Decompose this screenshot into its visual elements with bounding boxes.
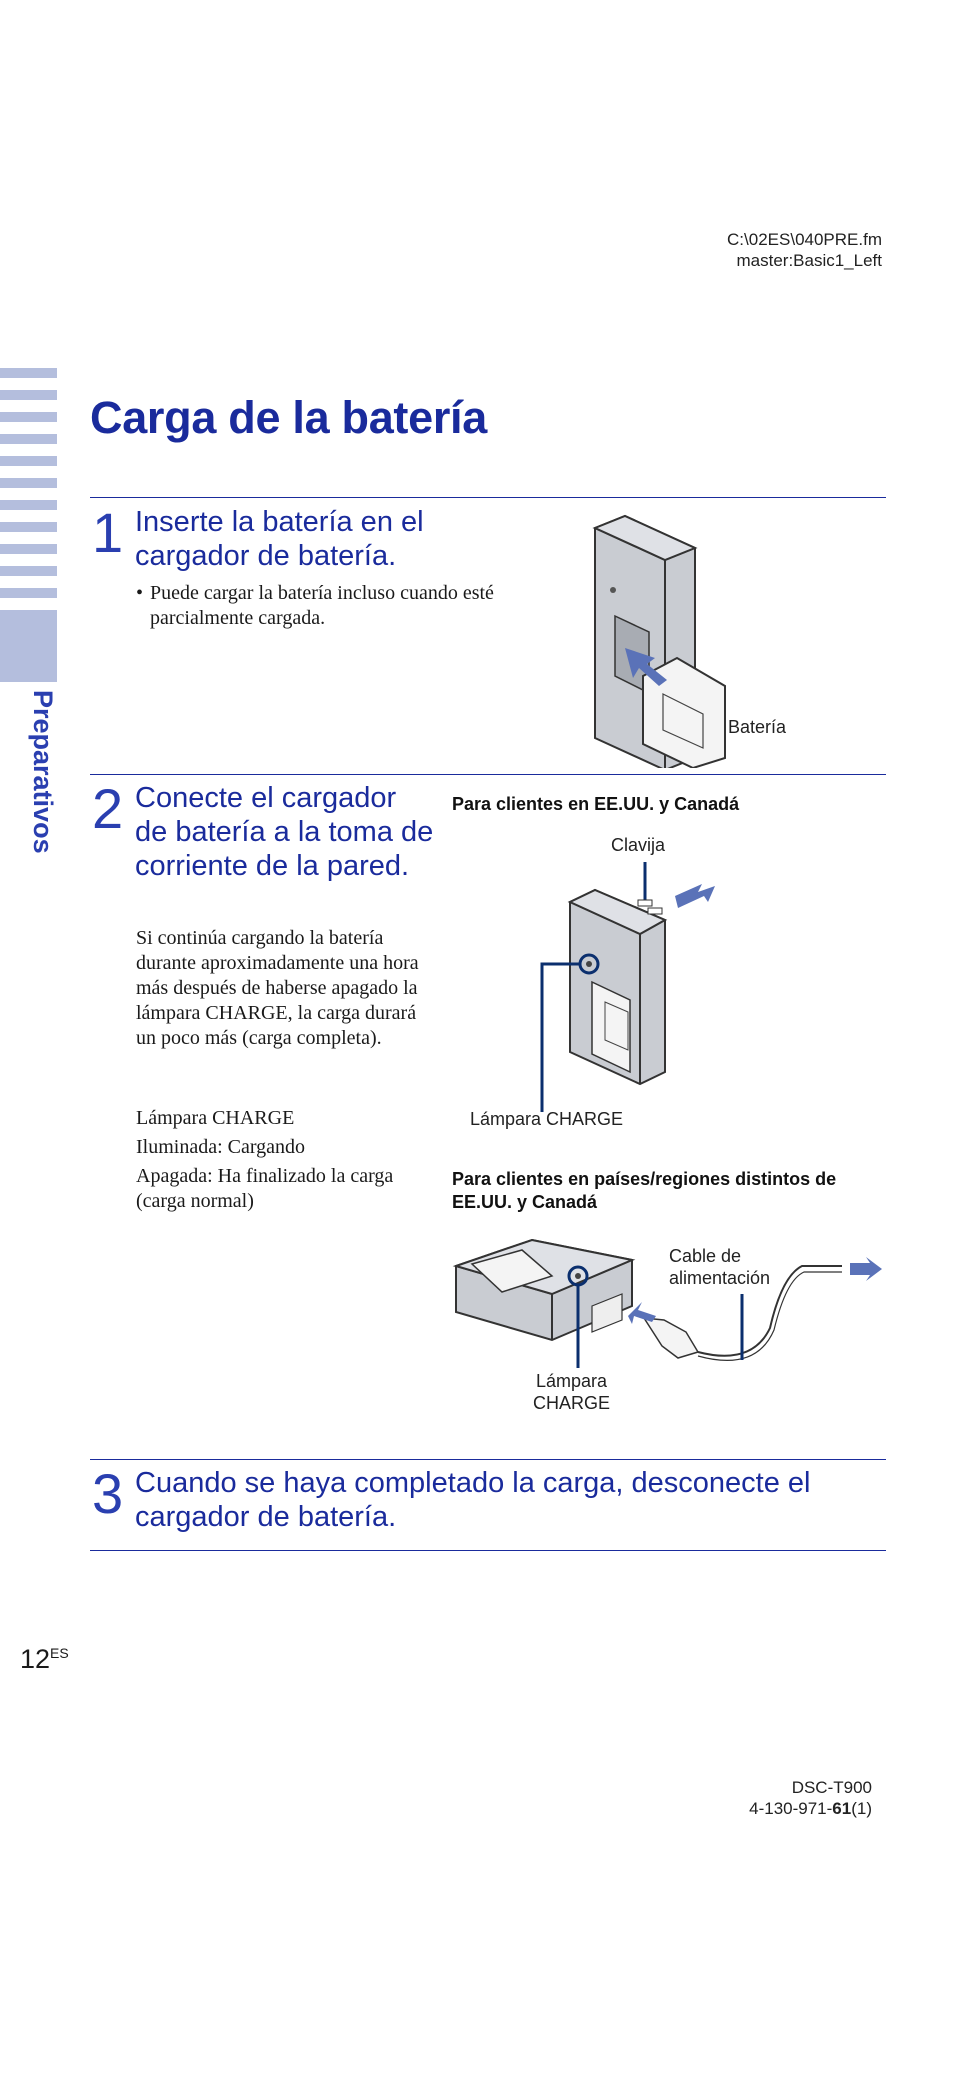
charge-lamp-info	[136, 1106, 446, 1214]
step-3-title: Cuando se haya completado la carga, desconecte el cargador de batería.	[135, 1467, 811, 1533]
step-3-number: 3	[92, 1462, 124, 1525]
lamp-label-other-line-1: Lámpara	[535, 1371, 608, 1391]
tab-stripe	[0, 522, 57, 532]
charger-us-illustration	[470, 862, 730, 1122]
footer-info	[749, 1777, 872, 1819]
tab-active-block	[0, 610, 57, 682]
battery-label: Batería	[728, 717, 787, 737]
step-2-body: Si continúa cargando la batería durante aproximadamente una hora más después de haberse apagado la lámpara CHARGE, la carga durará un poco más (carga completa).	[136, 927, 419, 1049]
lamp-off-text: Apagada: Ha finalizado la carga (carga normal)	[136, 1165, 394, 1212]
divider	[90, 497, 886, 498]
tab-stripe	[0, 566, 57, 576]
side-tab-label: Preparativos	[28, 690, 58, 854]
footer-model: DSC-T900	[791, 1778, 872, 1797]
cable-label-line-1: Cable de	[669, 1246, 742, 1266]
step-2-title: Conecte el cargador de batería a la toma de corriente de la pared.	[135, 782, 434, 882]
bullet-icon: •	[136, 582, 144, 604]
lamp-label-us: Lámpara CHARGE	[470, 1109, 624, 1129]
plug-label: Clavija	[611, 835, 666, 855]
cable-label-line-2: alimentación	[669, 1268, 771, 1288]
charger-other-illustration	[452, 1236, 892, 1386]
footer-part-number	[749, 1798, 872, 1819]
part-suffix: (1)	[851, 1799, 872, 1818]
lamp-on-text: Iluminada: Cargando	[136, 1136, 306, 1158]
divider	[90, 774, 886, 775]
figure-us-title: Para clientes en EE.UU. y Canadá	[452, 794, 740, 814]
lamp-label-other	[533, 1370, 610, 1414]
step-1-number: 1	[92, 501, 124, 564]
step-2-number: 2	[92, 777, 124, 840]
lamp-heading: Lámpara CHARGE	[136, 1107, 295, 1129]
tab-stripe	[0, 500, 57, 510]
tab-stripe	[0, 588, 57, 598]
tab-stripe	[0, 478, 57, 488]
step-1-bullet	[136, 581, 516, 631]
part-bold: 61	[832, 1799, 852, 1818]
tab-stripe	[0, 368, 57, 378]
tab-stripe	[0, 456, 57, 466]
header-file-path: C:\02ES\040PRE.fm	[727, 230, 882, 249]
divider	[90, 1459, 886, 1460]
page-title: Carga de la batería	[90, 392, 487, 443]
header-master: master:Basic1_Left	[736, 251, 882, 270]
page-number-value: 12	[20, 1644, 51, 1674]
charger-battery-illustration	[585, 508, 735, 768]
divider	[90, 1550, 886, 1551]
header-file-info	[727, 229, 882, 271]
page-number-suffix: ES	[50, 1645, 69, 1661]
tab-stripe	[0, 544, 57, 554]
tab-stripe	[0, 412, 57, 422]
tab-stripe	[0, 434, 57, 444]
lamp-label-other-line-2: CHARGE	[533, 1393, 611, 1413]
page-number	[20, 1644, 69, 1675]
tab-stripe	[0, 390, 57, 400]
part-prefix: 4-130-971-	[749, 1799, 833, 1818]
step-1-bullet-text: Puede cargar la batería incluso cuando esté parcialmente cargada.	[150, 582, 494, 629]
figure-other-title: Para clientes en países/regiones distintos de EE.UU. y Canadá	[452, 1169, 837, 1212]
step-1-title: Inserte la batería en el cargador de batería.	[135, 506, 424, 572]
